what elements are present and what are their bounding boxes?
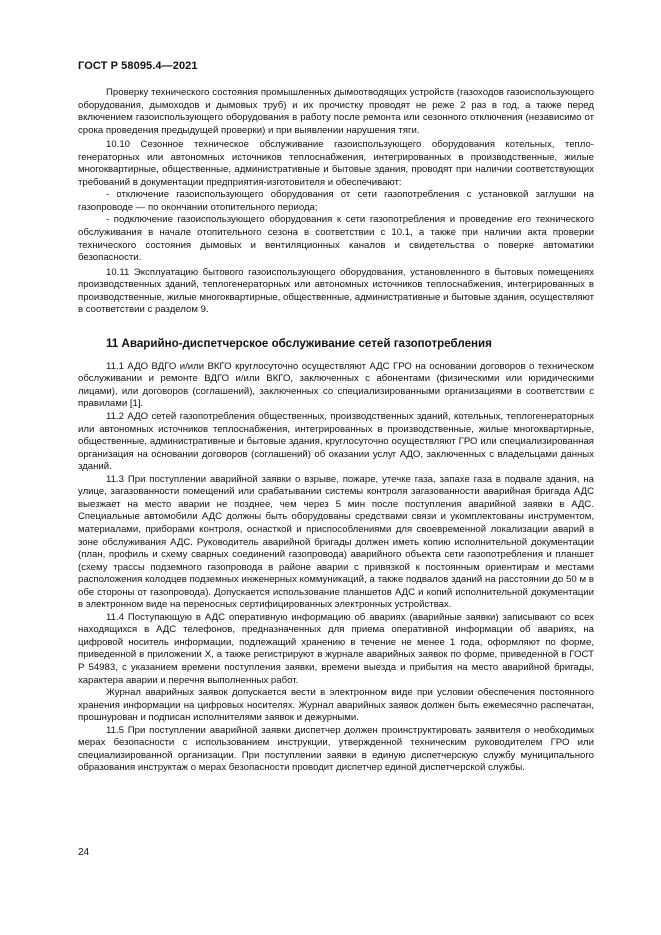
paragraph-10-10: 10.10 Сезонное техническое обслуживание газоиспользующего оборудования котельных, теплогенераторных или автономных источников теплоснабжения, интегрированных в производственные, жилые многоквартирные, общественные, административные и бытовые здания, проводят при наличии соответствующих требований в документации предприятия-изготовителя и обеспечивают:	[78, 139, 594, 188]
paragraph-chimney-inspection: Проверку технического состояния промышленных дымоотводящих устройств (газоходов газоиспользующего оборудования, дымоходов и дымовых труб) и их прочистку проводят не реже 2 раз в год, а также перед включением газоиспользующего оборудования в работу после ремонта или сезонного отключения (независимо от срока проведения предыдущей проверки) и при выявлении нарушения тяги.	[78, 87, 594, 136]
document-header: ГОСТ Р 58095.4—2021	[78, 60, 198, 72]
list-item-disconnect: - отключение газоиспользующего оборудования от сети газопотребления с установкой заглушки на газопроводе — по окончании отопительного периода;	[78, 189, 594, 213]
paragraph-11-5: 11.5 При поступлении аварийной заявки диспетчер должен проинструктировать заявителя о необходимых мерах безопасности с использованием инструкции, утвержденной техническим руководителем ГРО или специализированной организации. При поступлении заявки в единую диспетчерскую службу муниципального образования инструктаж о мерах безопасности проводит диспетчер единой диспетчерской службы.	[78, 724, 594, 774]
paragraph-11-4: 11.4 Поступающую в АДС оперативную информацию об авариях (аварийные заявки) записывают со всех находящихся в АДС телефонов, предназначенных для приема оперативной информации об авариях, на цифровой носитель информации, подлежащий хранению в течение не менее 1 года, оформляют по форме, приведенной в приложении Х, а также регистрируют в журнале аварийных заявок по форме, приведенной в ГОСТ Р 54983, с указанием времени поступления заявки, времени выезда и прибытия на место аварийной бригады, характера аварии и перечня выполненных работ.	[78, 611, 594, 686]
paragraph-11-1: 11.1 АДО ВДГО и/или ВКГО круглосуточно осуществляют АДС ГРО на основании договоров о техническом обслуживании и ремонте ВДГО и/или ВКГО, заключенных с абонентами (физическими или юридическими лицами), или договоров (соглашений), заключенных со специализированными организациями в соответствии с правилами [1].	[78, 360, 594, 410]
paragraph-11-2: 11.2 АДО сетей газопотребления общественных, производственных зданий, котельных, теплогенераторных или автономных источников теплоснабжения, интегрированных в производственные, жилые многоквартирные, общественные, административные и бытовые здания, круглосуточно осуществляют ГРО или специализированная организация на основании договоров (соглашений) об оказании услуг АДО, заключенных с владельцами данных зданий.	[78, 411, 594, 473]
paragraph-journal: Журнал аварийных заявок допускается вести в электронном виде при условии обеспечения постоянного хранения информации на цифровых носителях. Журнал аварийных заявок должен быть ежемесячно распечатан, прошнурован и подписан исполнителями заявок и дежурными.	[78, 687, 594, 724]
page-number: 24	[78, 847, 90, 858]
document-body	[78, 87, 594, 775]
paragraph-10-11: 10.11 Эксплуатацию бытового газоиспользующего оборудования, установленного в бытовых помещениях производственных зданий, теплогенераторных или автономных источников теплоснабжения, интегрированных в производственные, жилые многоквартирные, общественные, административные и бытовые здания, осуществляют в соответствии с разделом 9.	[78, 266, 594, 316]
section-heading-11: 11 Аварийно-диспетчерское обслуживание сетей газопотребления	[106, 336, 492, 350]
list-item-connect: - подключение газоиспользующего оборудования к сети газопотребления и проведение его технического обслуживания в начале отопительного сезона в соответствии с 10.1, а также при наличии акта проверки технического состояния дымовых и вентиляционных каналов и свидетельства о поверке автоматики безопасности.	[78, 214, 594, 264]
paragraph-11-3: 11.3 При поступлении аварийной заявки о взрыве, пожаре, утечке газа, запахе газа в подвале здания, на улице, загазованности помещений или срабатывании системы контроля загазованности аварийная бригада АДС выезжает на место аварии не позднее, чем через 5 мин после поступления аварийной заявки в АДС. Специальные автомобили АДС должны быть оборудованы средствами связи и укомплектованы инструментом, материалами, приборами контроля, оснасткой и приспособлениями для своевременной локализации аварий в зоне обслуживания АДС. Руководитель аварийной бригады должен иметь копию исполнительной документации (план, профиль и схему сварных соединений газопровода) аварийного объекта сети газопотребления и планшет (схему трассы подземного газопровода в районе аварии с привязкой к постоянным ориентирам и местами расположения колодцев подземных инженерных коммуникаций, а также подвалов зданий на расстоянии до 50 м в обе стороны от газопровода). Допускается использование планшетов АДС и копий исполнительной документации в электронном виде на переносных сертифицированных электронных устройствах.	[78, 473, 594, 611]
